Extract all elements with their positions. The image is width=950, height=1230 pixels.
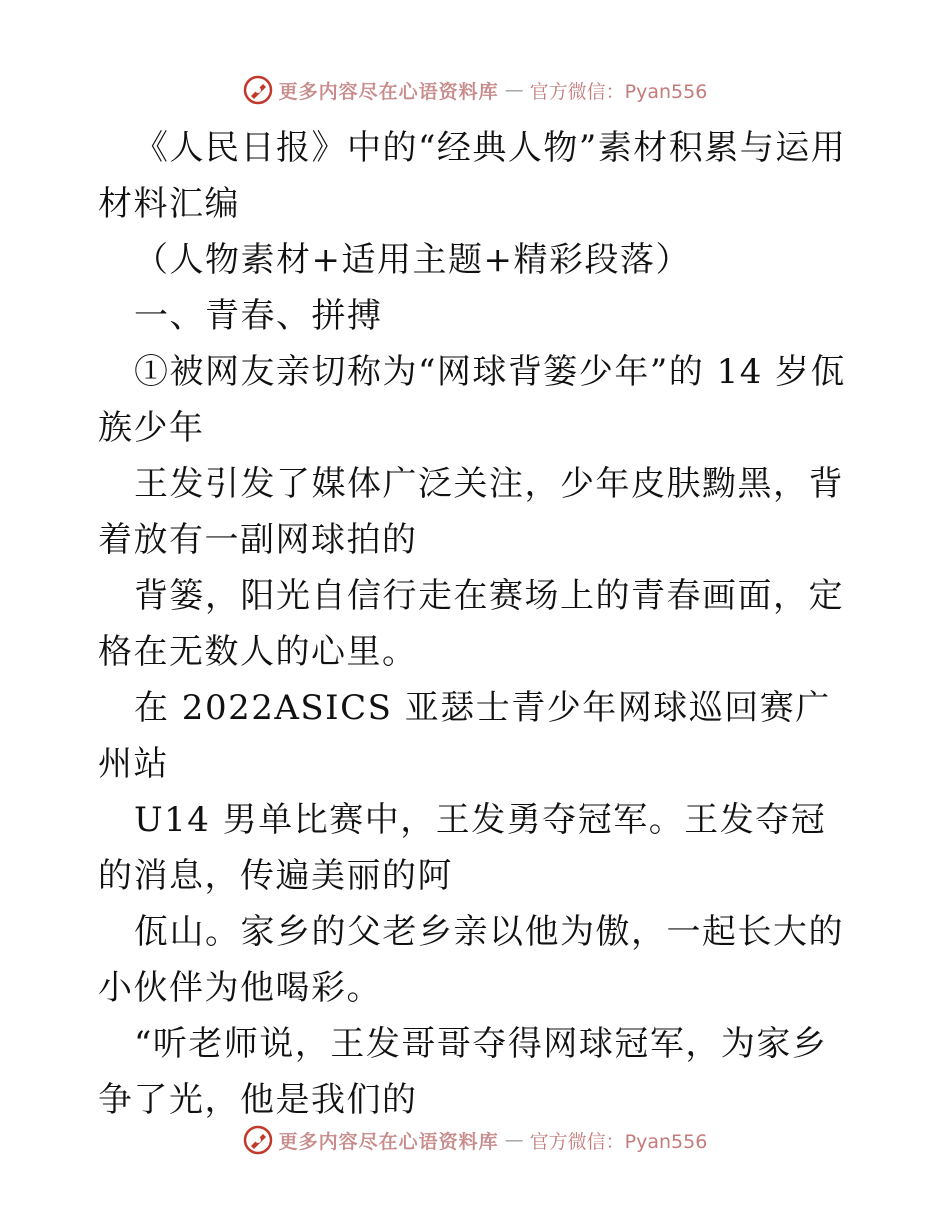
watermark-dash: — bbox=[504, 79, 524, 101]
body-paragraph: 背篓，阳光自信行走在赛场上的青春画面，定格在无数人的心里。 bbox=[98, 576, 844, 672]
body-paragraph: 在 2022ASICS 亚瑟士青少年网球巡回赛广州站 bbox=[98, 688, 831, 784]
watermark-brand: 更多内容尽在心语资料库 bbox=[278, 1130, 499, 1153]
body-paragraph: “听老师说，王发哥哥夺得网球冠军，为家乡争了光，他是我们的 bbox=[98, 1024, 828, 1120]
document-body bbox=[98, 120, 858, 1128]
section-heading: 一、青春、拼搏 bbox=[134, 296, 383, 336]
watermark-contact: 官方微信：Pyan556 bbox=[529, 1130, 708, 1153]
body-paragraph: U14 男单比赛中，王发勇夺冠军。王发夺冠的消息，传遍美丽的阿 bbox=[98, 800, 827, 896]
watermark-contact: 官方微信：Pyan556 bbox=[529, 80, 708, 103]
footer-watermark bbox=[0, 1120, 950, 1160]
document-title: 《人民日报》中的“经典人物”素材积累与运用材料汇编 bbox=[98, 128, 847, 224]
header-watermark bbox=[0, 70, 950, 110]
document-subtitle: （人物素材+适用主题+精彩段落） bbox=[134, 240, 691, 280]
watermark-dash: — bbox=[504, 1129, 524, 1151]
pen-logo-icon bbox=[243, 75, 273, 105]
watermark-brand: 更多内容尽在心语资料库 bbox=[278, 80, 499, 103]
body-paragraph: 王发引发了媒体广泛关注，少年皮肤黝黑，背着放有一副网球拍的 bbox=[98, 464, 844, 560]
body-paragraph: ①被网友亲切称为“网球背篓少年”的 14 岁佤族少年 bbox=[98, 352, 847, 448]
pen-logo-icon bbox=[243, 1125, 273, 1155]
body-paragraph: 佤山。家乡的父老乡亲以他为傲，一起长大的小伙伴为他喝彩。 bbox=[98, 912, 844, 1008]
